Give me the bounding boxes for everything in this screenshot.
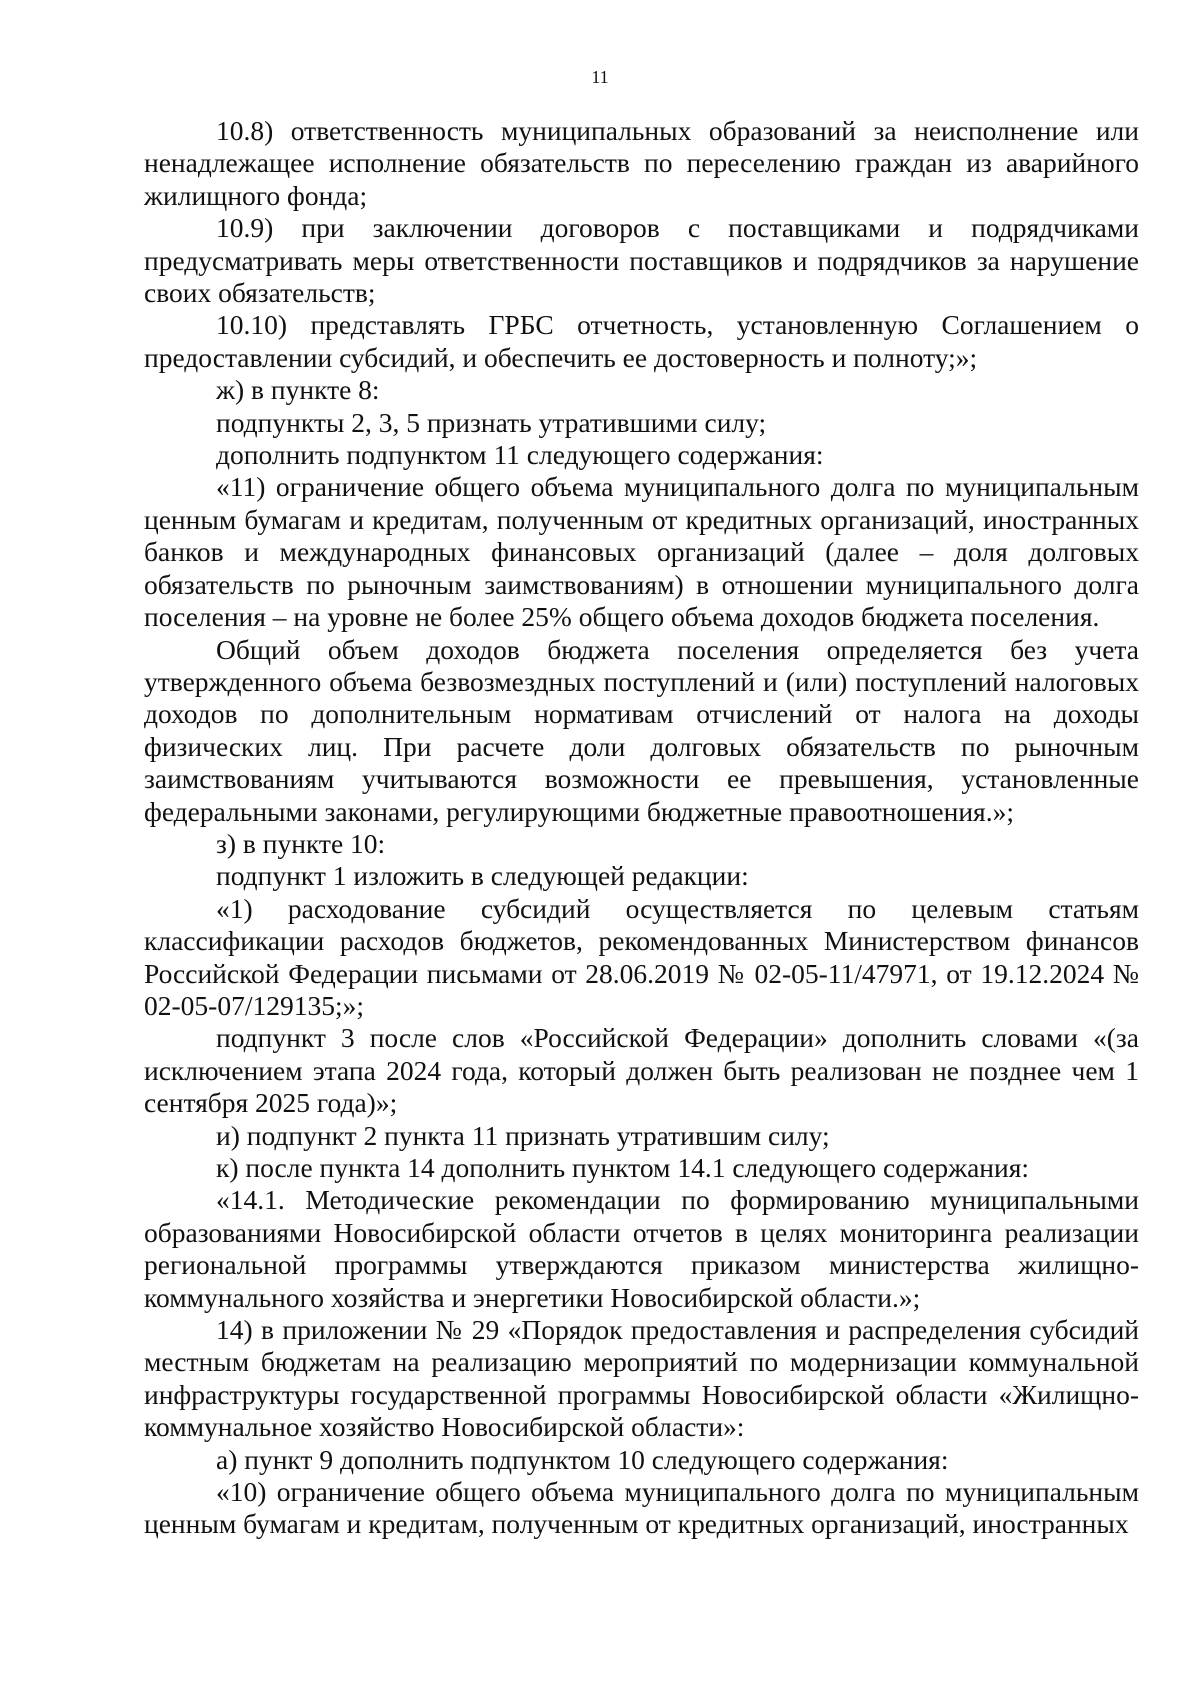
paragraph: «14.1. Методические рекомендации по формированию муниципальными образованиями Новосибирской области отчетов в целях мониторинга реализации региональной программы утверждаются приказом министерства жилищно-коммунального хозяйства и энергетики Новосибирской области.»; — [144, 1184, 1139, 1313]
paragraph: 10.8) ответственность муниципальных образований за неисполнение или ненадлежащее исполнение обязательств по переселению граждан из аварийного жилищного фонда; — [144, 115, 1139, 211]
paragraph: 10.9) при заключении договоров с поставщиками и подрядчиками предусматривать меры ответственности поставщиков и подрядчиков за нарушение своих обязательств; — [144, 212, 1139, 309]
paragraph: а) пункт 9 дополнить подпунктом 10 следующего содержания: — [216, 1443, 949, 1475]
paragraph: к) после пункта 14 дополнить пунктом 14.1 следующего содержания: — [216, 1152, 1030, 1183]
paragraph: «10) ограничение общего объема муниципального долга по муниципальным ценным бумагам и кредитам, полученным от кредитных организаций, иностранных — [144, 1476, 1139, 1540]
page-number: 11 — [591, 67, 609, 87]
paragraph: подпункты 2, 3, 5 признать утратившими силу; — [216, 406, 767, 438]
paragraph: 10.10) представлять ГРБС отчетность, установленную Соглашением о предоставлении субсидий, и обеспечить ее достоверность и полноту;»; — [144, 309, 1139, 373]
paragraph: подпункт 1 изложить в следующей редакции: — [216, 860, 749, 892]
paragraph: дополнить подпунктом 11 следующего содержания: — [216, 439, 824, 471]
paragraph: подпункт 3 после слов «Российской Федерации» дополнить словами «(за исключением этапа 2024 года, который должен быть реализован не позднее чем 1 сентября 2025 года)»; — [144, 1022, 1139, 1119]
paragraph: «1) расходование субсидий осуществляется по целевым статьям классификации расходов бюджетов, рекомендованных Министерством финансов Российской Федерации письмами от 28.06.2019 № 02-05-11/47971, от 19.12.2024 № 02-05-07/129135;»; — [144, 892, 1139, 1021]
document-body — [144, 115, 1139, 1541]
paragraph: 14) в приложении № 29 «Порядок предоставления и распределения субсидий местным бюджетам на реализацию мероприятий по модернизации коммунальной инфраструктуры государственной программы Новосибирской области «Жилищно-коммунальное хозяйство Новосибирской области»: — [144, 1314, 1139, 1443]
paragraph: «11) ограничение общего объема муниципального долга по муниципальным ценным бумагам и кредитам, полученным от кредитных организаций, иностранных банков и международных финансовых организаций (далее – доля долговых обязательств по рыночным заимствованиям) в отношении муниципального долга поселения – на уровне не более 25% общего объема доходов бюджета поселения. — [144, 471, 1139, 633]
paragraph: ж) в пункте 8: — [216, 374, 380, 406]
paragraph: и) подпункт 2 пункта 11 признать утратившим силу; — [216, 1119, 830, 1151]
paragraph: Общий объем доходов бюджета поселения определяется без учета утвержденного объема безвозмездных поступлений и (или) поступлений налоговых доходов по дополнительным нормативам отчислений от налога на доходы физических лиц. При расчете доли долговых обязательств по рыночным заимствованиям учитываются возможности ее превышения, установленные федеральными законами, регулирующими бюджетные правоотношения.»; — [144, 633, 1139, 827]
paragraph: з) в пункте 10: — [216, 827, 386, 859]
